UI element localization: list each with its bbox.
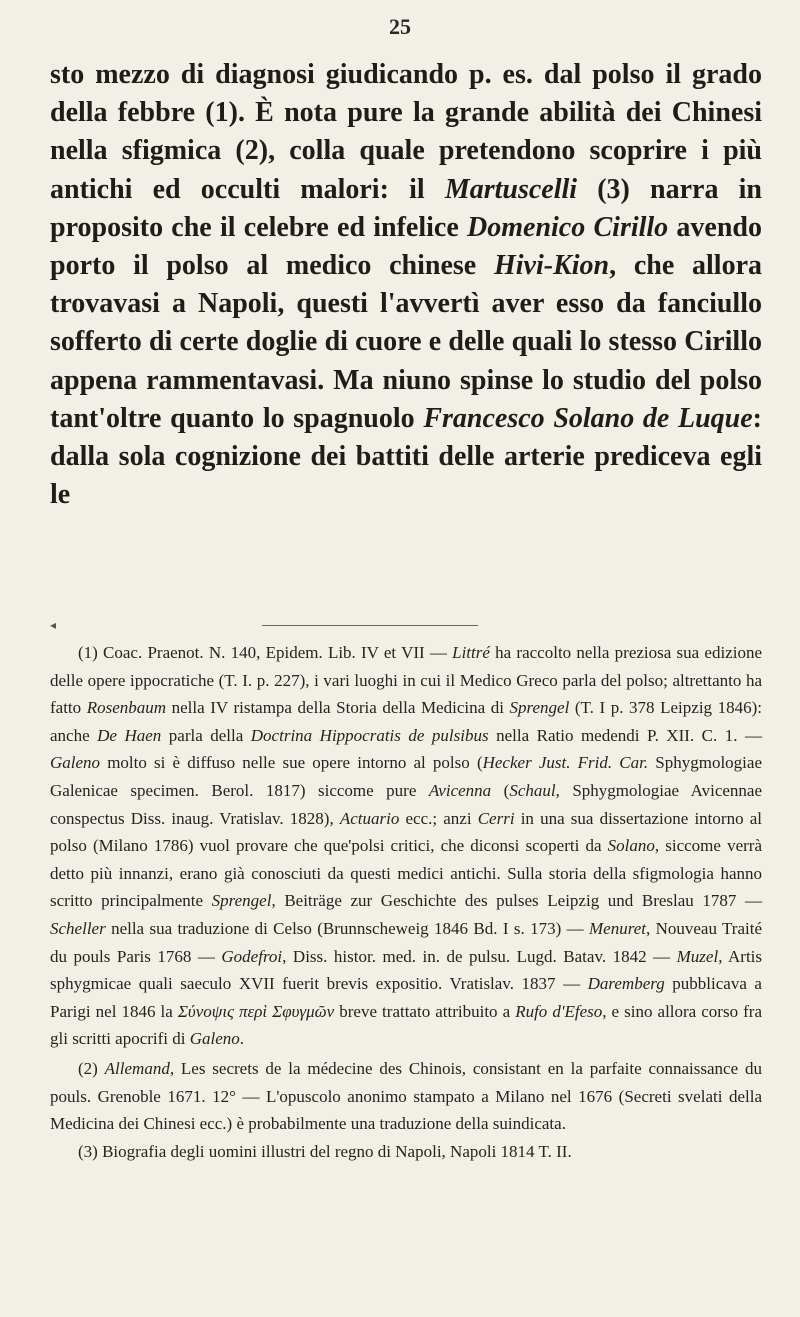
fn-text: , Les secrets de la médecine des Chinois, consistant en la parfaite connaissance du pouls. Grenoble 1671. 12° — L'opuscolo anonimo stampato a Milano nel 1676 (Secreti svelati della Medicina dei Chinesi ecc.) è probabilmente una traduzione della suindicata. — [50, 1058, 762, 1134]
fn-text: parla della — [161, 725, 251, 745]
fn-author: Rosenbaum — [86, 698, 167, 718]
fn-text: (3) Biografia degli uomini illustri del regno di Napoli, Napoli 1814 T. II. — [78, 1141, 572, 1161]
main-text-segment: , che allora trovavasi a Napoli, questi l'avvertì aver esso da fanciullo sofferto di certe doglie di cuore e delle quali lo stesso Cirillo appena rammentavasi. Ma niuno spinse lo studio del polso tant'oltre quanto lo spagnuolo — [50, 250, 762, 434]
fn-author: De Haen — [97, 725, 162, 745]
fn-text: , Beiträge zur Geschichte des pulses Leipzig und Breslau 1787 — — [271, 891, 763, 911]
main-paragraph — [50, 56, 762, 514]
fn-author: Galeno — [189, 1029, 240, 1049]
fn-author: Daremberg — [587, 974, 665, 994]
fn-text: , Artis sphygmicae quali saeculo XVII fuerit brevis expositio. Vratislav. 1837 — — [50, 946, 763, 994]
fn-text: (2) — [78, 1058, 105, 1078]
fn-text: (T. I p. 378 Leipzig 1846): anche — [50, 698, 763, 745]
fn-author: Sprengel — [211, 891, 272, 911]
main-text-segment: sto mezzo di diagnosi giudicando p. es. dal polso il grado della febbre (1). È nota pure la grande abilità dei Chinesi nella sfigmica (2), colla quale pretendono scoprire i più antichi ed occulti malori: il — [50, 59, 762, 205]
fn-text: , Nouveau Traité du pouls Paris 1768 — — [50, 918, 763, 966]
fn-text: nella Ratio medendi P. XII. C. 1. — — [488, 725, 762, 745]
fn-text: molto si è diffuso nelle sue opere intorno al polso ( — [100, 753, 483, 773]
fn-author: Godefroi — [221, 946, 283, 966]
fn-text: in una sua dissertazione intorno al polso (Milano 1786) vuol provare che que'polsi critici, che diconsi scoperti da — [50, 808, 762, 856]
fn-text: ha raccolto nella preziosa sua edizione delle opere ippocratiche (T. I. p. 227), i vari luoghi in cui il Medico Greco parla del polso; altrettanto ha fatto — [50, 643, 762, 718]
fn-greek-title: Σύνοψις περὶ Σφυγμῶν — [177, 1001, 335, 1021]
footnote-2 — [50, 1055, 762, 1138]
fn-text: . — [239, 1029, 245, 1049]
fn-author: Rufo d'Efeso — [515, 1001, 603, 1021]
fn-author: Allemand — [104, 1058, 170, 1078]
fn-text: (1) Coac. Praenot. N. 140, Epidem. Lib. IV et VII — — [78, 643, 453, 662]
name-domenico-cirillo: Domenico Cirillo — [467, 211, 669, 243]
main-text — [50, 56, 762, 514]
fn-author: Littré — [452, 643, 490, 662]
author-martuscelli: Martuscelli — [444, 173, 578, 205]
fn-author: Solano — [607, 836, 655, 856]
fn-text: breve trattato attribuito a — [334, 1001, 516, 1021]
fn-author: Menuret — [589, 918, 646, 938]
fn-author: Schaul — [509, 780, 556, 800]
fn-text: , siccome verrà detto più innanzi, erano già conosciuti da questi medici antichi. Sulla storia della sfigmologia hanno scritto principalmente — [50, 836, 762, 911]
fn-text: , Sphygmologiae Avicennae conspectus Diss. inaug. Vratislav. 1828), — [50, 780, 762, 828]
footnote-1 — [50, 639, 762, 1053]
fn-title: Doctrina Hippocratis de pulsibus — [250, 725, 489, 745]
fn-author: Hecker Just. Frid. Car. — [482, 753, 649, 773]
fn-author: Avicenna — [428, 780, 492, 800]
fn-author: Scheller — [50, 918, 106, 938]
name-francesco-solano: Francesco Solano de Luque — [423, 402, 753, 434]
fn-text: , Diss. histor. med. in. de pulsu. Lugd. Batav. 1842 — — [282, 946, 677, 966]
page-number: 25 — [389, 14, 411, 39]
main-text-segment: : dalla sola cognizione dei battiti delle arterie prediceva egli le — [50, 402, 762, 511]
fn-author: Cerri — [477, 808, 515, 828]
fn-author: Actuario — [339, 808, 400, 828]
footnote-3 — [50, 1138, 762, 1166]
fn-text: , e sino allora corso fra gli scritti apocrifi di — [50, 1001, 762, 1049]
fn-author: Sprengel — [509, 698, 570, 718]
footnote-separator — [262, 625, 478, 626]
name-hivi-kion: Hivi-Kion — [493, 250, 610, 282]
fn-author: Galeno — [50, 753, 101, 773]
fn-text: ( — [491, 780, 510, 800]
fn-text: ecc.; anzi — [399, 808, 478, 828]
main-text-segment: (3) narra in proposito che il celebre ed infelice — [50, 173, 762, 243]
fn-author: Muzel — [676, 946, 719, 966]
fn-text: nella IV ristampa della Storia della Medicina di — [166, 698, 510, 718]
separator-mark: ◂ — [50, 618, 57, 632]
fn-text: nella sua traduzione di Celso (Brunnscheweig 1846 Bd. I s. 173) — — [105, 918, 590, 938]
fn-text: Sphygmologiae Galenicae specimen. Berol. 1817) siccome pure — [50, 753, 762, 800]
footnotes — [50, 639, 762, 1165]
fn-text: pubblicava a Parigi nel 1846 la — [50, 974, 762, 1021]
main-text-segment: avendo porto il polso al medico chinese — [50, 211, 762, 282]
